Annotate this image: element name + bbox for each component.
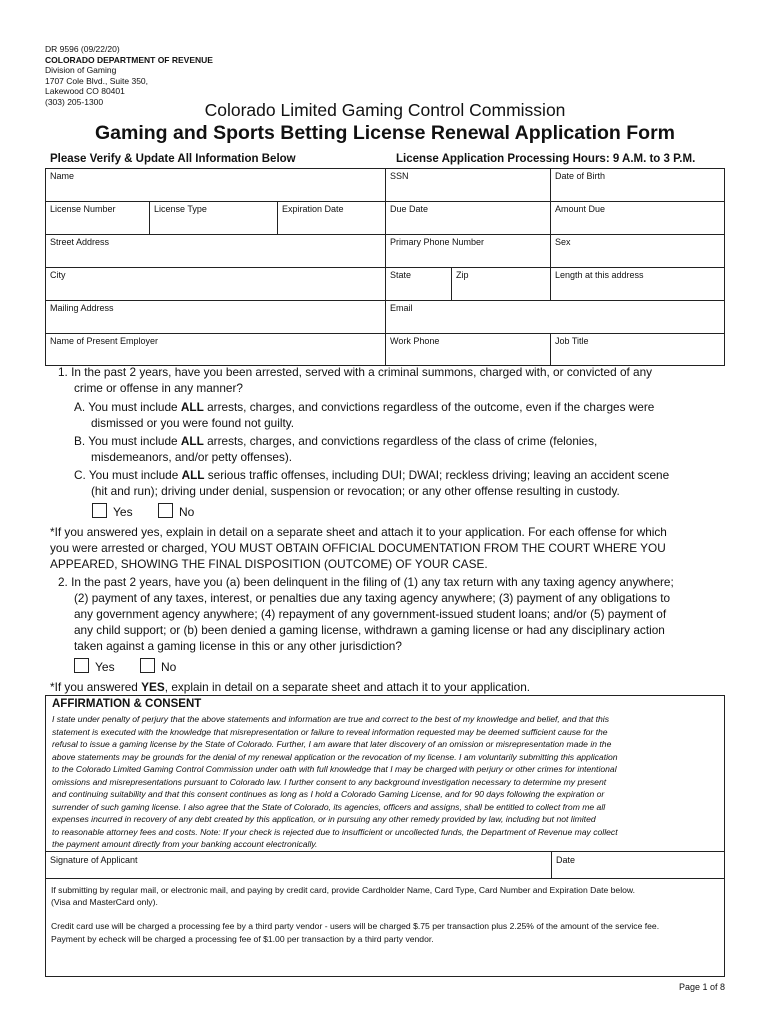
affirmation-title: AFFIRMATION & CONSENT <box>52 698 202 710</box>
license-type-field[interactable] <box>150 202 278 234</box>
name-field[interactable] <box>46 169 386 201</box>
q2-note-rest: , explain in detail on a separate sheet and attach it to your application. <box>164 680 531 694</box>
affirmation-line: omissions and misrepresentations pursuant to Colorado law. I further consent to any background investigation necessary to determine my present <box>52 776 607 787</box>
grid-row-city <box>46 268 724 301</box>
affirmation-line: to reasonable attorney fees and costs. Note: If your check is rejected due to insufficient or uncollected funds, the Department of Revenue may collect <box>52 826 618 837</box>
form-title: Gaming and Sports Betting License Renewal Application Form <box>94 122 676 144</box>
affirmation-box <box>45 695 725 977</box>
q2-note <box>50 679 530 695</box>
grid-row-street <box>46 235 724 268</box>
signature-field[interactable]: Signature of Applicant <box>50 855 138 865</box>
payment-line-2: (Visa and MasterCard only). <box>51 897 158 907</box>
question-1-no-option[interactable] <box>158 503 194 519</box>
affirmation-line: expenses incurred in recovery of any debt created by this application, or in pursuing any other remedy provided by law, including but not limited <box>52 814 596 824</box>
work-phone-label: Work Phone <box>390 336 440 346</box>
primary-phone-label: Primary Phone Number <box>390 237 485 247</box>
state-label: State <box>390 270 412 280</box>
item-a-bold: ALL <box>180 400 204 414</box>
item-b-rest: arrests, charges, and convictions regardless of the class of crime (felonies, <box>203 434 598 448</box>
form-code: DR 9596 (09/22/20) <box>45 44 120 54</box>
dob-label: Date of Birth <box>555 171 606 181</box>
q2-yes-label: Yes <box>95 660 115 674</box>
work-phone-field[interactable] <box>386 334 551 366</box>
affirmation-line: the payment amount directly from your banking account electronically. <box>52 839 318 849</box>
zip-field[interactable] <box>452 268 551 300</box>
license-number-field[interactable] <box>46 202 150 234</box>
signature-row <box>46 851 724 879</box>
payment-line-3: Credit card use will be charged a processing fee by a third party vendor - users will be charged $.75 per transaction plus 2.25% of the amount of the service fee. <box>51 921 660 931</box>
email-label: Email <box>390 303 413 313</box>
street-address-label: Street Address <box>50 237 110 247</box>
payment-line-1: If submitting by regular mail, or electronic mail, and paying by credit card, provide Cardholder Name, Card Type, Card Number and Expiration Date below. <box>51 885 636 895</box>
name-label: Name <box>50 171 75 181</box>
q1-yes-label: Yes <box>113 505 133 519</box>
primary-phone-field[interactable] <box>386 235 551 267</box>
affirmation-line: to the Colorado Limited Gaming Control Commission under oath with full knowledge that I may be charged with perjury or other crimes for intentional <box>52 764 617 774</box>
grid-row-name <box>46 169 724 202</box>
question-2-line-2: (2) payment of any taxes, interest, or penalties due any taxing agency anywhere; (3) payment of any obligations to <box>74 591 671 605</box>
expiration-date-field[interactable] <box>278 202 386 234</box>
q2-no-label: No <box>161 660 177 674</box>
q1-note-line-3: APPEARED, SHOWING THE FINAL DISPOSITION (OUTCOME) OF YOUR CASE. <box>50 557 488 571</box>
length-at-address-label: Length at this address <box>555 270 644 280</box>
question-2-no-option[interactable] <box>140 658 176 674</box>
item-c-bold: ALL <box>181 468 205 482</box>
question-1-item-b <box>74 433 597 449</box>
item-a-prefix: A. You must include <box>74 400 181 414</box>
due-date-field[interactable] <box>386 202 551 234</box>
commission-name: Colorado Limited Gaming Control Commission <box>204 100 566 120</box>
street-address-field[interactable] <box>46 235 386 267</box>
affirmation-line: surrender of such gaming license. I also agree that the State of Colorado, its agencies, officers and assigns, shall be entitled to collect from me all <box>52 801 606 812</box>
job-title-field[interactable] <box>551 334 724 366</box>
question-1-item-b-line-2: misdemeanors, and/or petty offenses). <box>91 450 293 464</box>
grid-row-employer <box>46 334 724 366</box>
q2-note-prefix: *If you answered <box>50 680 142 694</box>
question-2-line-1: 2. In the past 2 years, have you (a) been delinquent in the filing of (1) any tax return with any taxing agency anywhere; <box>58 575 674 589</box>
employer-label: Name of Present Employer <box>50 336 159 346</box>
question-1-item-a <box>74 399 654 415</box>
sex-label: Sex <box>555 237 571 247</box>
q1-yes-checkbox[interactable] <box>92 503 107 518</box>
ssn-label: SSN <box>390 171 409 181</box>
signature-date-field[interactable]: Date <box>556 855 576 865</box>
payment-line-4: Payment by echeck will be charged a processing fee of $1.00 per transaction by a third party vendor. <box>51 934 434 944</box>
question-1-item-a-line-2: dismissed or you were found not guilty. <box>91 416 295 430</box>
page-number: Page 1 of 8 <box>678 982 725 992</box>
license-number-label: License Number <box>50 204 116 214</box>
department-name: COLORADO DEPARTMENT OF REVENUE <box>45 54 213 65</box>
amount-due-field[interactable] <box>551 202 724 234</box>
division-name: Division of Gaming <box>45 65 117 76</box>
q2-no-checkbox[interactable] <box>140 658 155 673</box>
question-1-line-1: 1. In the past 2 years, have you been arrested, served with a criminal summons, charged with, or convicted of any <box>58 365 653 379</box>
grid-row-license <box>46 202 724 235</box>
mailing-address-field[interactable] <box>46 301 386 333</box>
q2-yes-checkbox[interactable] <box>74 658 89 673</box>
q1-note-line-2: you were arrested or charged, YOU MUST OBTAIN OFFICIAL DOCUMENTATION FROM THE COURT WHERE YOU <box>50 541 666 555</box>
expiration-date-label: Expiration Date <box>282 204 344 214</box>
applicant-info-grid <box>45 168 725 366</box>
question-2-line-5: taken against a gaming license in this or any other jurisdiction? <box>74 639 402 653</box>
state-field[interactable] <box>386 268 452 300</box>
verify-instruction: Please Verify & Update All Information Below <box>50 153 296 165</box>
agency-header <box>45 44 213 108</box>
city-field[interactable] <box>46 268 386 300</box>
question-1-item-c-line-2: (hit and run); driving under denial, suspension or revocation; or any other offense resulting in custody. <box>91 484 620 498</box>
email-field[interactable] <box>386 301 724 333</box>
question-1-line-2: crime or offense in any manner? <box>74 381 243 395</box>
item-a-rest: arrests, charges, and convictions regardless of the outcome, even if the charges were <box>203 400 655 414</box>
question-2-line-3: any government agency anywhere; (4) repayment of any government-issued student loans; and/or (5) payment of <box>74 607 667 621</box>
address-line-2: Lakewood CO 80401 <box>45 86 125 97</box>
item-b-bold: ALL <box>180 434 204 448</box>
employer-field[interactable] <box>46 334 386 366</box>
question-2-line-4: any child support; or (b) been denied a gaming license, withdrawn a gaming license or had any disciplinary action <box>74 623 665 637</box>
item-b-prefix: B. You must include <box>74 434 181 448</box>
affirmation-text <box>52 713 720 851</box>
zip-label: Zip <box>456 270 469 280</box>
affirmation-line: and continuing suitability and that this consent continues as long as I hold a Colorado Gaming License, and for 90 days following the expiration or <box>52 789 605 799</box>
item-c-rest: serious traffic offenses, including DUI; DWAI; reckless driving; leaving an accident scene <box>204 468 670 482</box>
signature-divider <box>551 852 552 878</box>
license-type-label: License Type <box>154 204 207 214</box>
processing-hours: License Application Processing Hours: 9 A.M. to 3 P.M. <box>396 153 696 165</box>
mailing-address-label: Mailing Address <box>50 303 114 313</box>
question-1-yes-option[interactable] <box>92 503 133 519</box>
ssn-field[interactable] <box>386 169 551 201</box>
grid-row-mailing <box>46 301 724 334</box>
question-1-item-c <box>74 467 669 483</box>
affirmation-line: statement is executed with the knowledge that misrepresentation or failure to reveal information requested may be deemed sufficient cause for the <box>52 726 608 737</box>
agency-phone: (303) 205-1300 <box>45 96 104 107</box>
amount-due-label: Amount Due <box>555 204 606 214</box>
question-2-yes-option[interactable] <box>74 658 115 674</box>
q1-no-checkbox[interactable] <box>158 503 173 518</box>
affirmation-line: I state under penalty of perjury that the above statements and information are true and correct to the best of my knowledge and belief, and that this <box>52 714 610 724</box>
dob-field[interactable] <box>551 169 724 201</box>
q1-no-label: No <box>179 505 195 519</box>
address-line-1: 1707 Cole Blvd., Suite 350, <box>45 75 149 86</box>
q2-note-bold: YES <box>141 680 165 694</box>
sex-field[interactable] <box>551 235 724 267</box>
job-title-label: Job Title <box>555 336 589 346</box>
due-date-label: Due Date <box>390 204 429 214</box>
city-label: City <box>50 270 66 280</box>
item-c-prefix: C. You must include <box>74 468 182 482</box>
length-at-address-field[interactable] <box>551 268 724 300</box>
affirmation-line: refusal to issue a gaming license by the State of Colorado. Further, I am aware that later discovery of an omission or misrepresentation made in the <box>52 739 612 749</box>
affirmation-line: above statements may be grounds for the denial of my renewal application or the revocation of my license. I am voluntarily submitting this application <box>52 751 618 762</box>
q1-note-line-1: *If you answered yes, explain in detail on a separate sheet and attach it to your application. For each offense for which <box>50 525 667 539</box>
